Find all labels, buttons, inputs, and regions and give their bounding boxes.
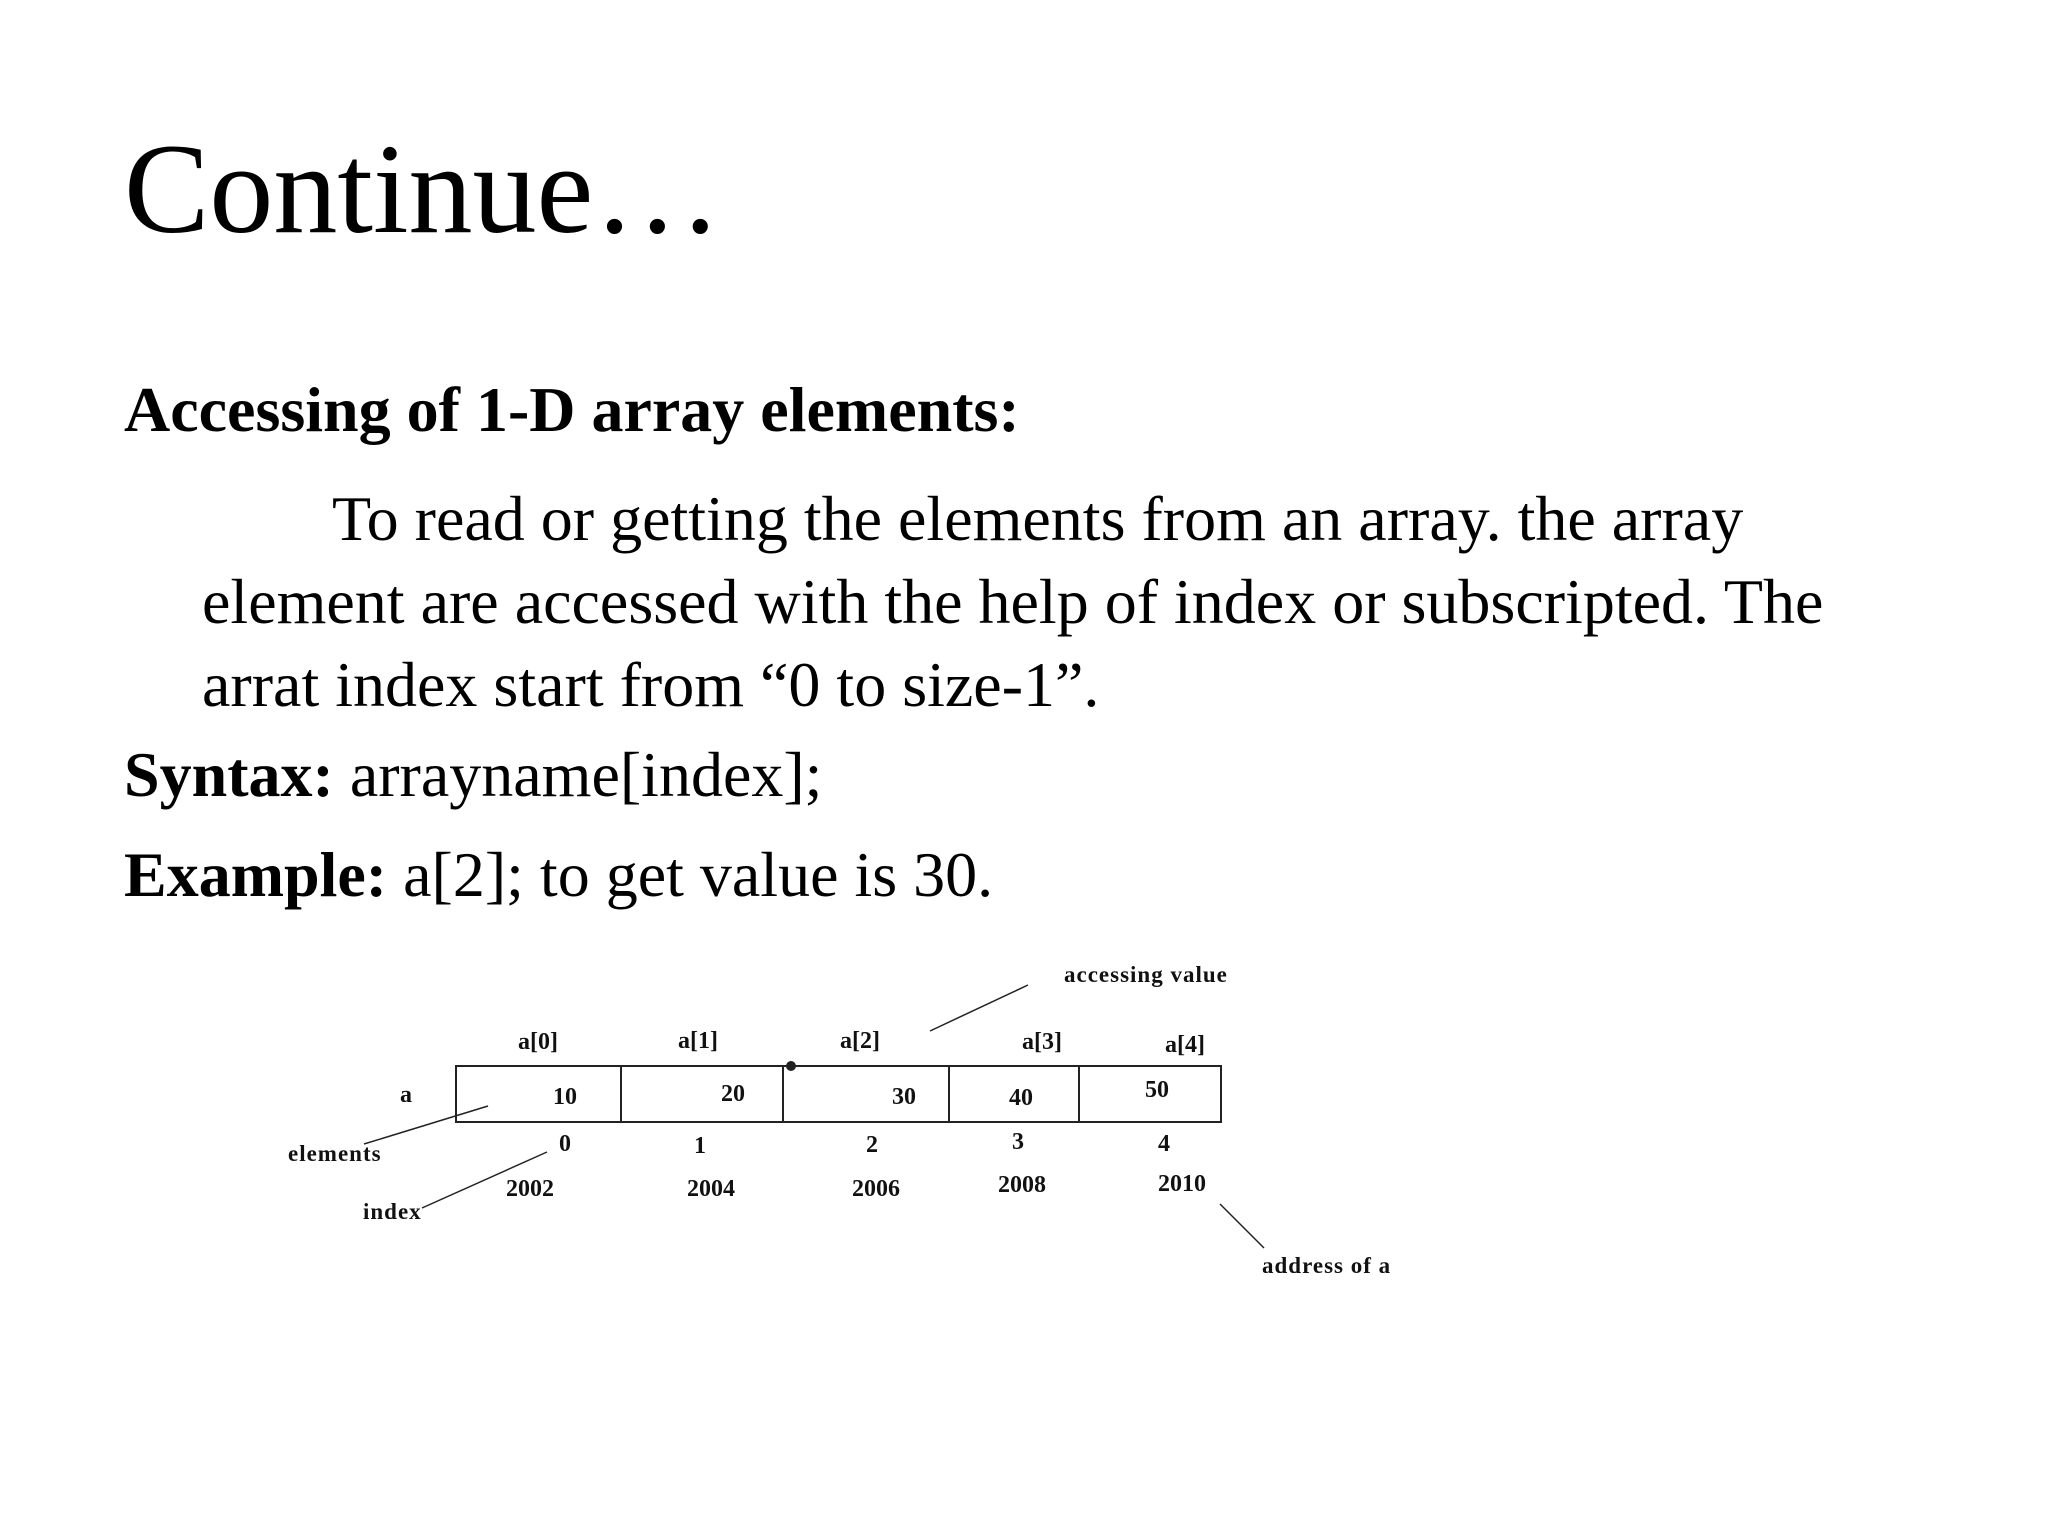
cell-index-4: 4: [1158, 1131, 1170, 1157]
cell-index-0: 0: [559, 1131, 571, 1157]
index-label: index: [363, 1199, 422, 1224]
example-text: a[2]; to get value is 30.: [387, 839, 994, 910]
accessing-value-label: accessing value: [1064, 962, 1228, 987]
cell-address-4: 2010: [1158, 1171, 1206, 1197]
syntax-label: Syntax:: [124, 739, 334, 810]
array-cell-1: [621, 1066, 783, 1122]
syntax-line: [124, 740, 822, 810]
cell-value-1: 20: [721, 1081, 745, 1107]
elements-label: elements: [288, 1141, 382, 1166]
example-line: [124, 840, 993, 910]
cell-address-3: 2008: [998, 1172, 1046, 1198]
cell-index-2: 2: [866, 1132, 878, 1158]
cell-value-3: 40: [1009, 1085, 1033, 1111]
array-cell-0: [456, 1066, 621, 1122]
description-paragraph: To read or getting the elements from an array. the array element are accessed with the help of index or subscripted. The arrat index start from “0 to size-1”.: [202, 483, 1824, 720]
address-label: address of a: [1262, 1253, 1392, 1275]
access-marker-dot: [786, 1061, 796, 1071]
cell-index-1: 1: [694, 1133, 706, 1159]
cell-name-2: a[2]: [840, 1028, 880, 1054]
array-diagram-svg: [270, 955, 1470, 1275]
cell-value-0: 10: [553, 1084, 577, 1110]
accessing-value-pointer: [930, 985, 1028, 1031]
cell-name-4: a[4]: [1165, 1032, 1205, 1058]
slide-title: Continue…: [124, 118, 722, 260]
array-name-label: a: [400, 1082, 412, 1108]
address-pointer: [1220, 1204, 1264, 1248]
cell-index-3: 3: [1012, 1129, 1024, 1155]
example-label: Example:: [124, 839, 388, 910]
section-heading: Accessing of 1-D array elements:: [124, 374, 1020, 445]
array-diagram: [270, 955, 1470, 1275]
cell-address-2: 2006: [852, 1176, 900, 1202]
cell-value-4: 50: [1145, 1077, 1169, 1103]
cell-address-0: 2002: [506, 1176, 554, 1202]
cell-name-3: a[3]: [1022, 1029, 1062, 1055]
elements-pointer: [364, 1106, 488, 1144]
cell-address-1: 2004: [687, 1176, 735, 1202]
cell-name-1: a[1]: [678, 1028, 718, 1054]
syntax-text: arrayname[index];: [333, 739, 823, 810]
array-cell-2: [783, 1066, 949, 1122]
cell-name-0: a[0]: [518, 1029, 558, 1055]
cell-value-2: 30: [892, 1084, 916, 1110]
